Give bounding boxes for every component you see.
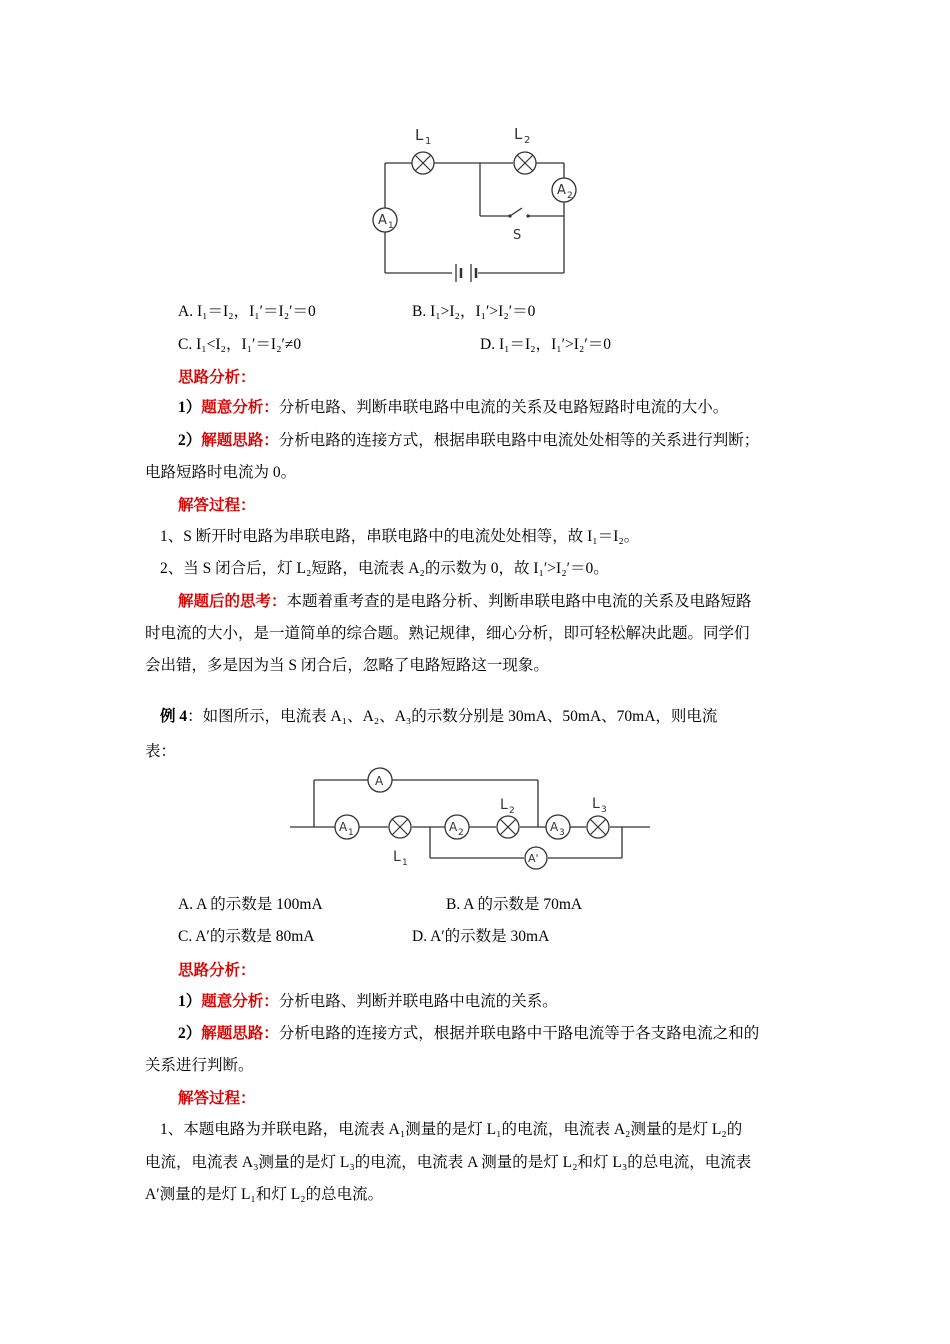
svg-text:2: 2: [458, 828, 464, 838]
q3-reflect-1: 本题着重考查的是电路分析、判断串联电路中电流的关系及电路短路: [286, 593, 752, 610]
svg-text:A: A: [339, 820, 348, 834]
q4-answer-1-cont2: A′测量的是灯 L₁和灯 L₂的总电流。: [145, 1186, 384, 1203]
svg-text:A: A: [375, 774, 384, 788]
ammeter-a-icon: [368, 768, 392, 792]
q3-p1-label: 题意分析：: [201, 399, 279, 416]
q3-reflect-3: 会出错，多是因为当 S 闭合后，忽略了电路短路这一现象。: [145, 657, 549, 674]
q4-point-1: [178, 992, 558, 1012]
q3-reflect-label: 解题后的思考：: [178, 593, 287, 610]
q3-p2-label: 解题思路：: [201, 432, 279, 449]
ammeter-a1-icon: [373, 208, 397, 232]
q3-p2-text: 分析电路的连接方式，根据串联电路中电流处处相等的关系进行判断；: [278, 432, 760, 449]
circuit-diagram-2: [290, 765, 650, 870]
q3-option-c: C. I₁<I₂，I₁′＝I₂′≠0: [178, 336, 302, 353]
q4-option-c: C. A′的示数是 80mA: [178, 928, 315, 945]
label-s: S: [513, 228, 522, 243]
ammeter-a2-icon: [552, 178, 576, 202]
q3-option-d: D. I₁＝I₂，I₁′>I₂′＝0: [480, 336, 611, 353]
q3-p1-text: 分析电路、判断串联电路中电流的关系及电路短路时电流的大小。: [278, 399, 729, 416]
label-l1-sub: 1: [402, 858, 408, 868]
q4-stem: [160, 707, 717, 727]
q4-p2-text: 分析电路的连接方式，根据并联电路中干路电流等于各支路电流之和的: [278, 1025, 760, 1042]
q4-point-2: [178, 1024, 759, 1044]
q4-p1-text: 分析电路、判断并联电路中电流的关系。: [278, 993, 558, 1010]
lamp-l2-icon: [497, 816, 519, 838]
svg-text:A: A: [550, 820, 559, 834]
q4-option-b: B. A 的示数是 70mA: [446, 896, 583, 913]
q4-option-a: A. A 的示数是 100mA: [178, 896, 323, 913]
q3-reflect-2: 时电流的大小，是一道简单的综合题。熟记规律，细心分析，即可轻松解决此题。同学们: [145, 625, 750, 642]
q4-option-d: D. A′的示数是 30mA: [412, 928, 550, 945]
q4-p2-num: 2）: [178, 1025, 202, 1042]
q3-point-2-cont: 电路短路时电流为 0。: [145, 464, 297, 481]
q4-p1-num: 1）: [178, 993, 202, 1010]
q4-p2-label: 解题思路：: [201, 1025, 279, 1042]
svg-text:3: 3: [559, 828, 565, 838]
lamp-l2-icon: [514, 152, 536, 174]
label-l1: L: [415, 126, 424, 144]
q3-point-2: [178, 431, 759, 451]
ammeter-a-prime-icon: [525, 847, 547, 869]
q3-p1-num: 1）: [178, 399, 202, 416]
svg-text:A: A: [449, 820, 458, 834]
circuit-diagram-1: [360, 120, 600, 285]
q3-analysis-title: 思路分析：: [178, 369, 256, 386]
q4-answer-title: 解答过程：: [178, 1090, 256, 1107]
svg-text:A: A: [557, 183, 566, 198]
q4-p1-label: 题意分析：: [201, 993, 279, 1010]
label-l2: L: [500, 797, 508, 813]
q3-p2-num: 2）: [178, 432, 202, 449]
q3-reflection: [178, 592, 752, 612]
q4-answer-1: 1、本题电路为并联电路，电流表 A₁测量的是灯 L₁的电流，电流表 A₂测量的是灯 L₂的: [160, 1121, 743, 1138]
svg-text:A': A': [528, 852, 539, 865]
svg-text:1: 1: [348, 828, 354, 838]
lamp-l1-icon: [412, 152, 434, 174]
lamp-l3-icon: [587, 816, 609, 838]
svg-text:2: 2: [567, 191, 573, 201]
lamp-l1-icon: [389, 816, 411, 838]
q4-stem-1: ：如图所示，电流表 A₁、A₂、A₃的示数分别是 30mA、50mA、70mA，则电流: [187, 708, 718, 725]
q3-answer-1: 1、S 断开时电路为串联电路，串联电路中的电流处处相等，故 I₁＝I₂。: [160, 528, 640, 545]
label-l1-sub: 1: [425, 136, 432, 147]
q3-point-1: [178, 398, 728, 418]
q3-option-b: B. I₁>I₂，I₁′>I₂′＝0: [412, 303, 536, 320]
q3-option-a: A. I₁＝I₂，I₁′＝I₂′＝0: [178, 303, 316, 320]
label-l3-sub: 3: [601, 805, 607, 815]
q3-answer-title: 解答过程：: [178, 497, 256, 514]
label-l2: L: [514, 125, 523, 143]
q3-answer-2: 2、当 S 闭合后，灯 L₂短路，电流表 A₂的示数为 0，故 I₁′>I₂′＝0。: [160, 560, 609, 577]
svg-text:A: A: [378, 213, 387, 228]
ammeter-a3-icon: [546, 815, 570, 839]
q4-point-2-cont: 关系进行判断。: [145, 1057, 254, 1074]
label-l2-sub: 2: [524, 135, 531, 146]
label-l3: L: [592, 796, 600, 812]
q4-analysis-title: 思路分析：: [178, 962, 256, 979]
q4-answer-1-cont: 电流，电流表 A₃测量的是灯 L₃的电流，电流表 A 测量的是灯 L₂和灯 L₃的总电流，电流表: [145, 1154, 752, 1171]
label-l2-sub: 2: [509, 806, 515, 816]
q4-label: 例 4: [160, 708, 188, 725]
q4-stem-2: 表：: [145, 743, 177, 760]
ammeter-a2-icon: [445, 815, 469, 839]
ammeter-a1-icon: [335, 815, 359, 839]
svg-text:1: 1: [388, 221, 394, 231]
label-l1: L: [393, 849, 401, 865]
